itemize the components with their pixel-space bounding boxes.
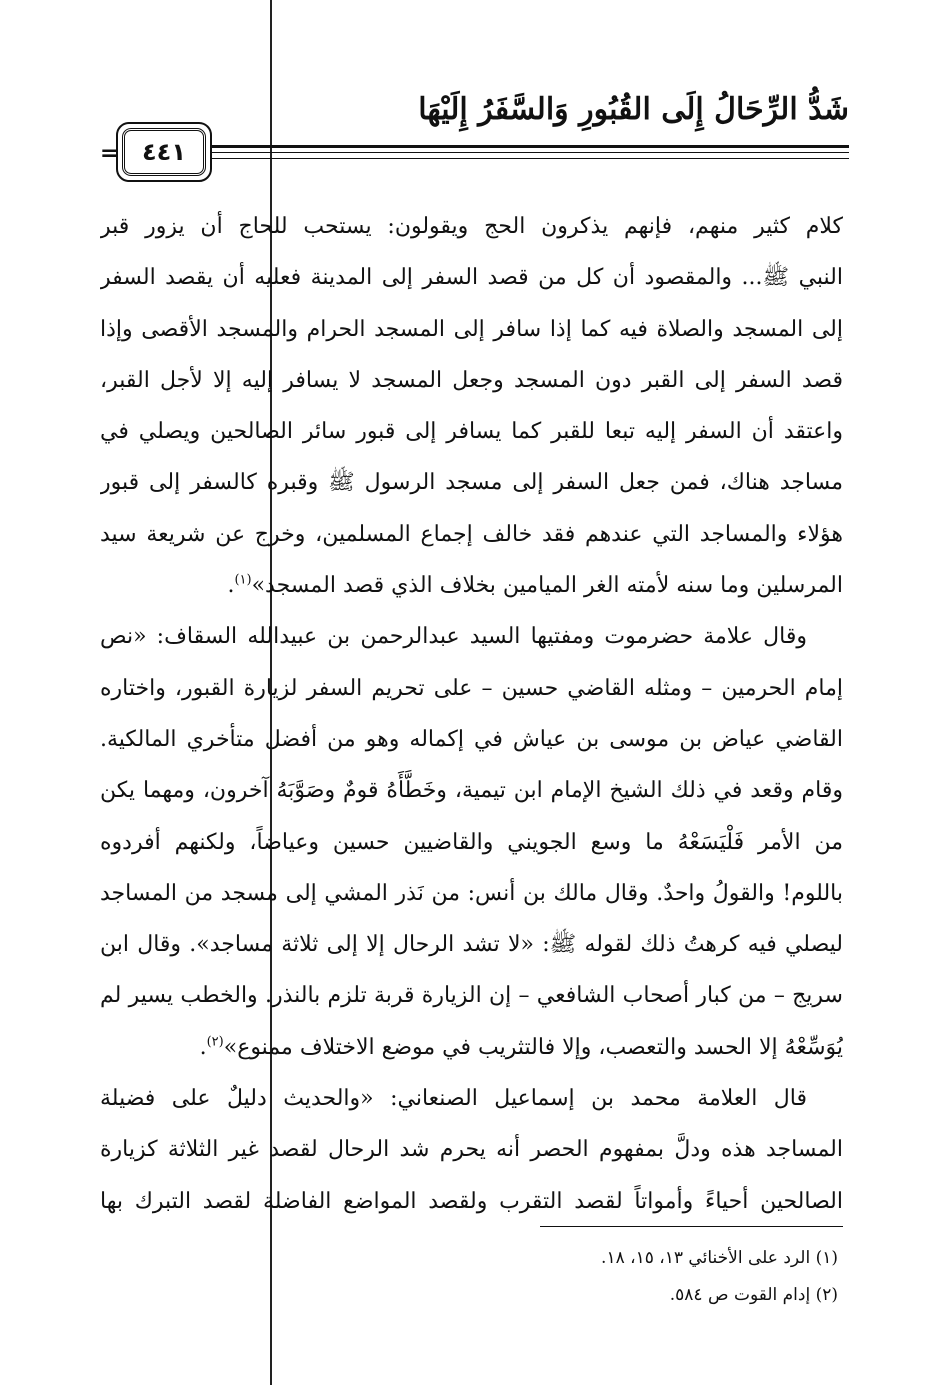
footnote-rule — [540, 1226, 843, 1227]
text-line-last — [100, 1022, 843, 1073]
text-line: القاضي عياض بن موسى بن عياش في إكماله وهو من أفضل متأخري المالكية. — [100, 726, 843, 752]
text-line: قصد السفر إلى القبر دون المسجد وجعل المسجد لا يسافر إليه إلا لأجل القبر، — [100, 367, 843, 393]
text-line: الصالحين أحياءً وأمواتاً لقصد التقرب ولقصد المواضع الفاضلة لقصد التبرك بها — [100, 1188, 843, 1214]
footnote-ref-1: (١) — [234, 572, 252, 588]
text-line-last — [100, 560, 843, 611]
text-line: النبي ﷺ... والمقصود أن كل من قصد السفر إلى المدينة فعليه أن يقصد السفر — [100, 265, 843, 291]
footnotes — [100, 1240, 838, 1314]
page-number-box — [122, 128, 206, 176]
text-run: المرسلين وما سنه لأمته الغر الميامين بخلاف الذي قصد المسجد» — [251, 573, 843, 599]
body-text — [100, 201, 843, 1227]
text-line: باللوم! والقولُ واحدٌ. وقال مالك بن أنس: من نَذر المشي إلى مسجد من المساجد — [100, 880, 843, 906]
page-number-ornament: = — [100, 141, 119, 166]
footnote-ref-2: (٢) — [206, 1034, 224, 1050]
text-line: سريج – من كبار أصحاب الشافعي – إن الزيارة قربة تلزم بالنذر. والخطب يسير لم — [100, 983, 843, 1009]
header-rule — [210, 152, 849, 153]
text-line: مساجد هناك، فمن جعل السفر إلى مسجد الرسول ﷺ وقبره كالسفر إلى قبور — [100, 470, 843, 496]
text-line: هؤلاء والمساجد التي عندهم فقد خالف إجماع المسلمين، وخرج عن شريعة سيد — [100, 521, 843, 547]
footnote-2: (٢) إدام القوت ص ٥٨٤. — [669, 1285, 838, 1305]
text-line: المساجد هذه ودلَّ بمفهوم الحصر أنه يحرم شد الرحال لقصد غير الثلاثة كزيارة — [100, 1137, 843, 1163]
period: . — [227, 573, 235, 599]
text-line: إلى المسجد والصلاة فيه كما إذا سافر إلى المسجد الحرام والمسجد الأقصى وإذا — [100, 316, 843, 342]
page-number: ٤٤١ — [142, 138, 186, 166]
text-line: ليصلي فيه كرهتُ ذلك لقوله ﷺ: «لا تشد الرحال إلا إلى ثلاثة مساجد». وقال ابن — [100, 932, 843, 958]
text-line: وقام وقعد في ذلك الشيخ الإمام ابن تيمية، وخَطَّأَهُ قومٌ وصَوَّبَهُ آخرون، ومهما يكن — [100, 778, 843, 804]
text-line: قال العلامة محمد بن إسماعيل الصنعاني: «والحديث دليلٌ على فضيلة — [100, 1086, 807, 1112]
text-line: كلام كثير منهم، فإنهم يذكرون الحج ويقولون: يستحب للحاج أن يزور قبر — [100, 214, 843, 239]
text-run: يُوَسِّعْهُ إلا الحسد والتعصب، وإلا فالتثريب في موضع الاختلاف ممنوع» — [223, 1034, 843, 1060]
footnote-1: (١) الرد على الأخنائي ١٣، ١٥، ١٨. — [601, 1248, 838, 1268]
text-line: من الأمر فَلْيَسَعْهُ ما وسع الجويني والقاضيين حسين وعياضاً، ولكنهم أفردوه — [100, 829, 843, 855]
text-line: وقال علامة حضرموت ومفتيها السيد عبدالرحمن بن عبيدالله السقاف: «نص — [100, 624, 807, 650]
header-rule — [210, 158, 849, 159]
header-rule — [210, 145, 849, 148]
text-line: واعتقد أن السفر إليه تبعا للقبر كما يسافر إلى قبور سائر الصالحين ويصلي في — [100, 419, 843, 445]
period: . — [199, 1034, 207, 1060]
running-title: شَدُّ الرِّحَالُ إِلَى القُبُورِ وَالسَّفَرُ إِلَيْهَا — [418, 92, 849, 127]
text-line: إمام الحرمين – ومثله القاضي حسين – على تحريم السفر لزيارة القبور، واختاره — [100, 675, 843, 701]
